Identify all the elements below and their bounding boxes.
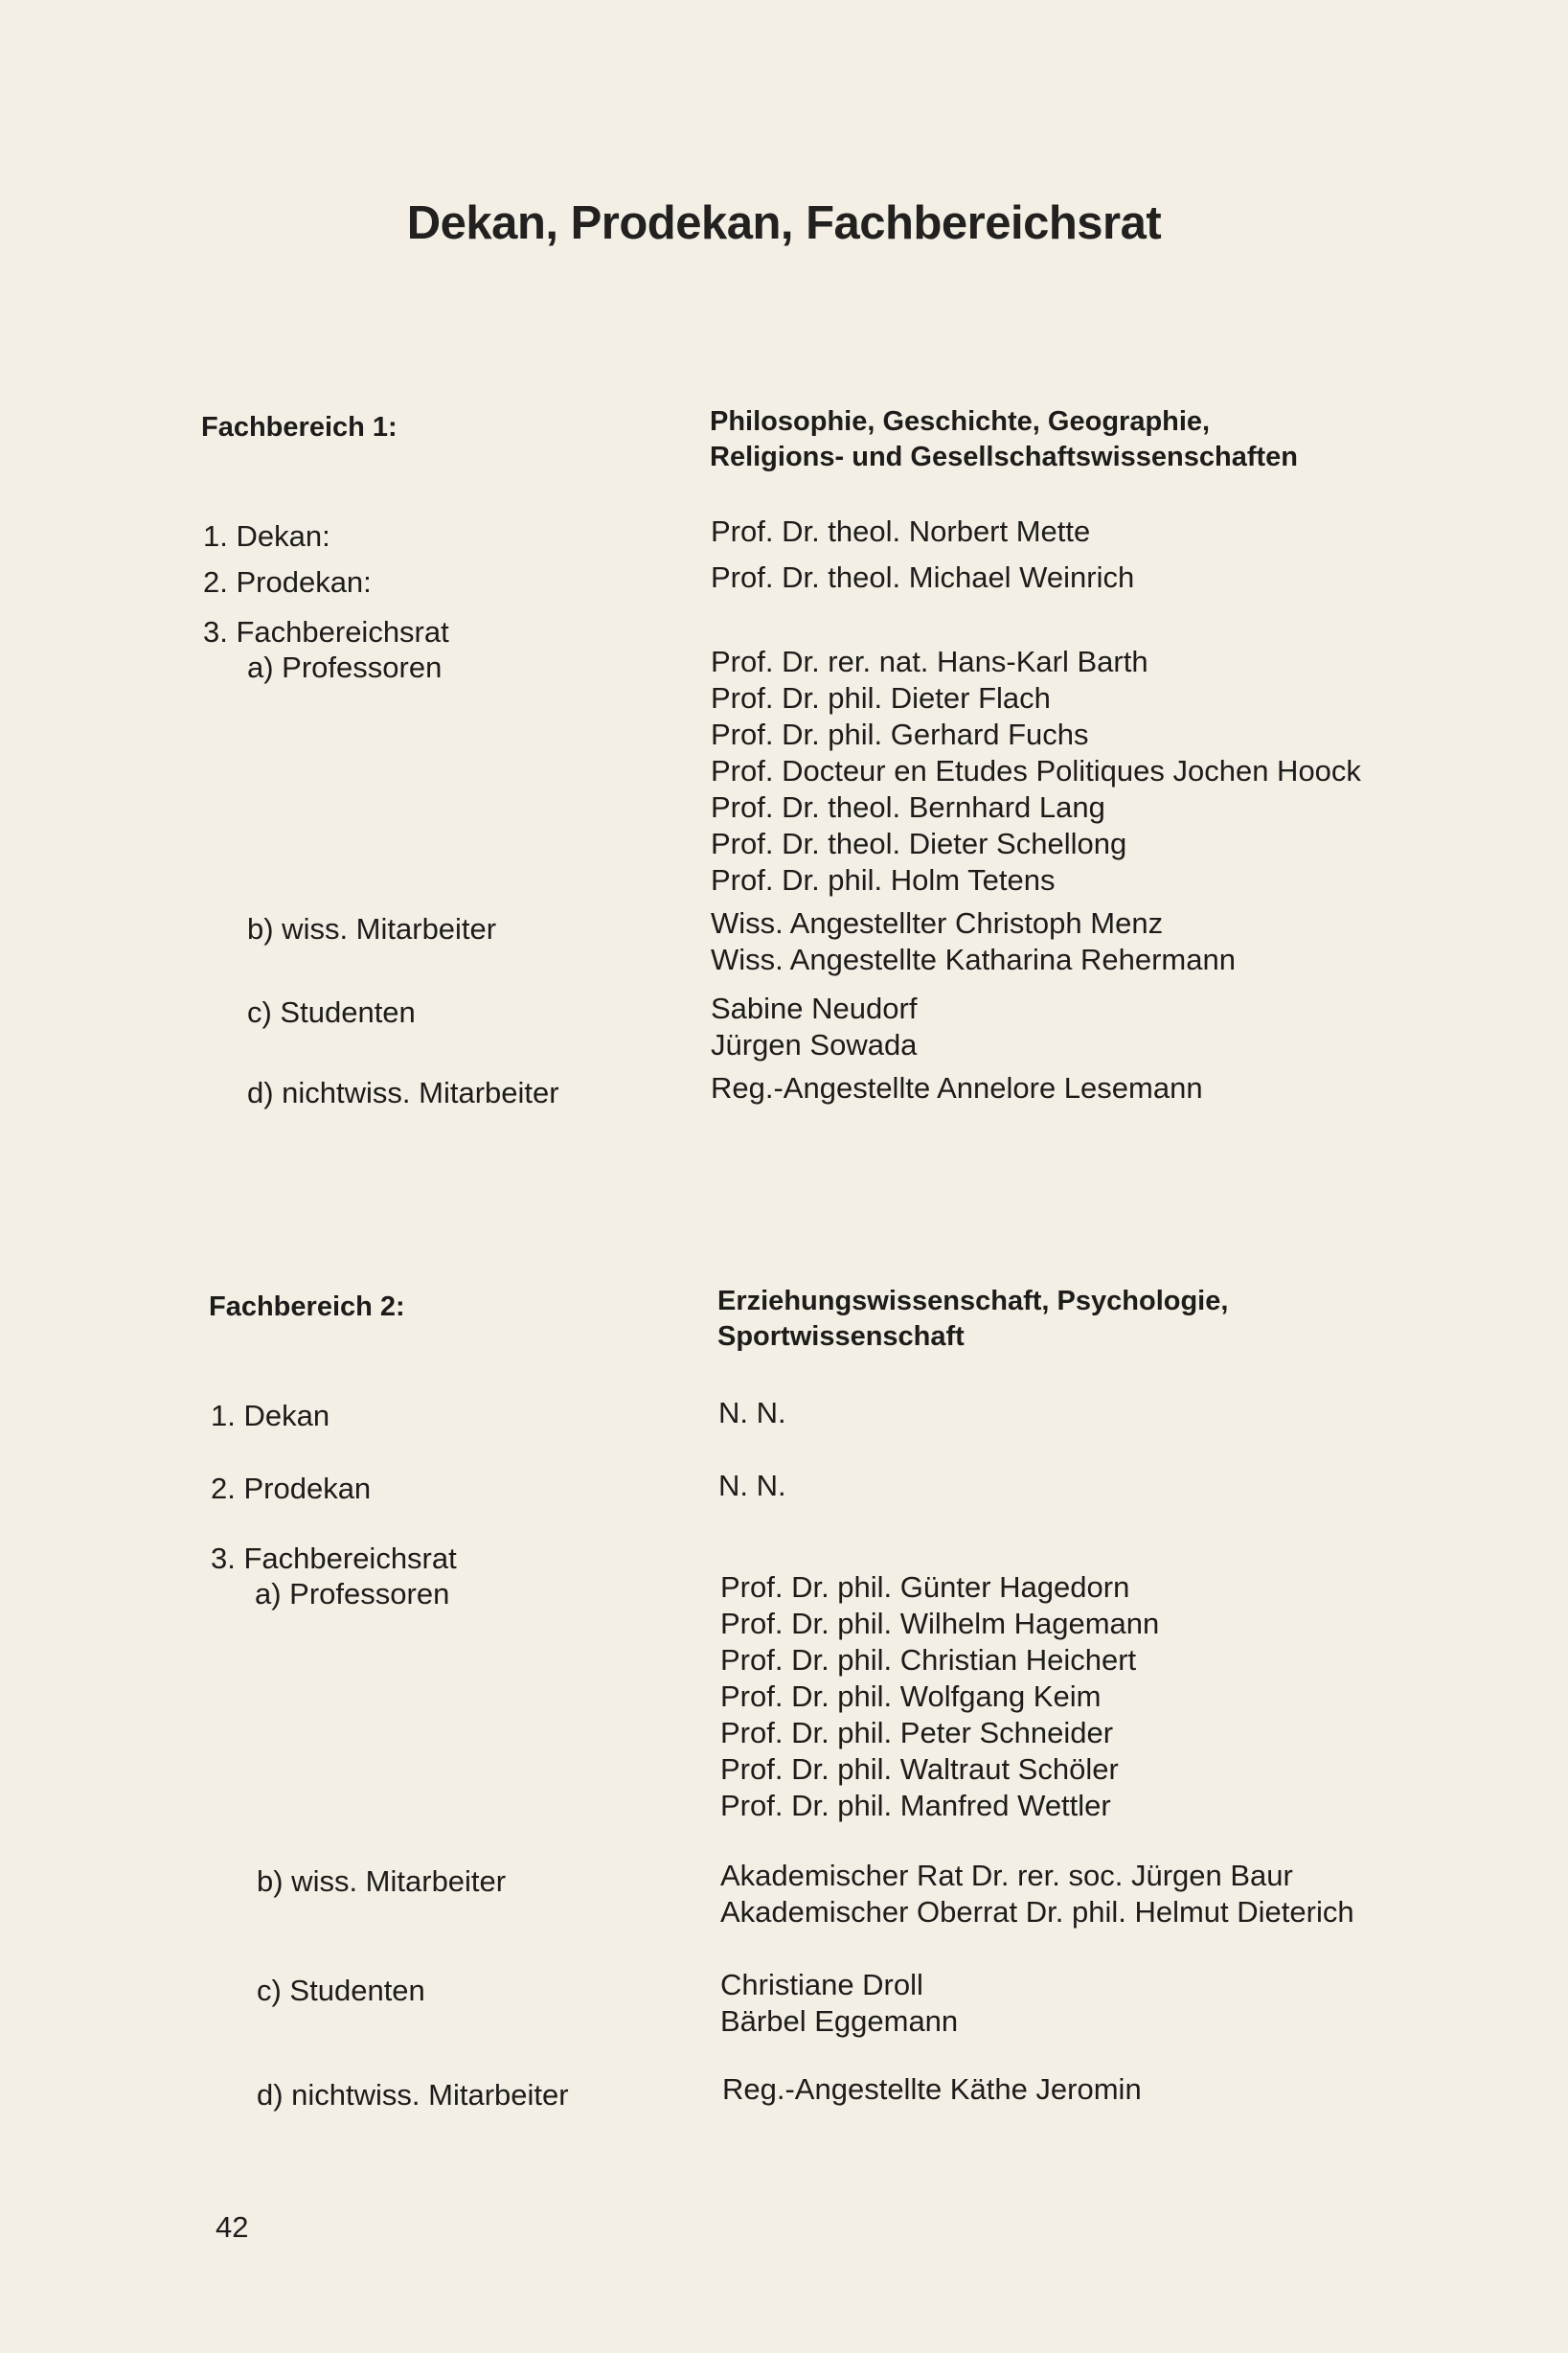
dekan-value: N. N. [718, 1396, 786, 1429]
page-number: 42 [216, 2210, 249, 2244]
list-item: Prof. Dr. phil. Wilhelm Hagemann [720, 1607, 1160, 1640]
list-item: Wiss. Angestellte Katharina Rehermann [711, 943, 1236, 976]
fachbereich-subject [710, 404, 1298, 475]
wiss-mitarbeiter-label: b) wiss. Mitarbeiter [247, 912, 497, 946]
fachbereichsrat-label: 3. Fachbereichsrat [211, 1542, 457, 1575]
studenten-list [711, 991, 917, 1063]
wiss-mitarbeiter-list [720, 1858, 1354, 1930]
studenten-label: c) Studenten [247, 995, 416, 1029]
prodekan-label: 2. Prodekan: [203, 565, 372, 599]
dekan-value: Prof. Dr. theol. Norbert Mette [711, 514, 1091, 548]
list-item: Sabine Neudorf [711, 992, 918, 1025]
fachbereich-subject [717, 1284, 1228, 1355]
list-item: Prof. Docteur en Etudes Politiques Jochen Hoock [711, 754, 1361, 788]
nichtwiss-mitarbeiter-label: d) nichtwiss. Mitarbeiter [257, 2078, 569, 2112]
list-item: Prof. Dr. theol. Dieter Schellong [711, 827, 1127, 860]
page-title: Dekan, Prodekan, Fachbereichsrat [406, 197, 1162, 249]
fachbereich-label: Fachbereich 2: [209, 1291, 405, 1322]
list-item: Prof. Dr. phil. Günter Hagedorn [720, 1570, 1130, 1604]
list-item: Akademischer Oberrat Dr. phil. Helmut Dieterich [720, 1895, 1354, 1929]
studenten-label: c) Studenten [257, 1974, 425, 2007]
list-item: Prof. Dr. rer. nat. Hans-Karl Barth [711, 645, 1148, 678]
nichtwiss-mitarbeiter-list [722, 2071, 1142, 2108]
list-item: Christiane Droll [720, 1968, 923, 2001]
list-item: Prof. Dr. phil. Holm Tetens [711, 863, 1056, 897]
list-item: Reg.-Angestellte Käthe Jeromin [722, 2072, 1142, 2106]
nichtwiss-mitarbeiter-list [711, 1070, 1203, 1107]
dekan-label: 1. Dekan [211, 1399, 330, 1432]
subject-line: Erziehungswissenschaft, Psychologie, [717, 1286, 1229, 1316]
list-item: Prof. Dr. phil. Wolfgang Keim [720, 1679, 1102, 1713]
prodekan-label: 2. Prodekan [211, 1472, 372, 1505]
dekan-label: 1. Dekan: [203, 519, 330, 553]
list-item: Wiss. Angestellter Christoph Menz [711, 906, 1164, 940]
professoren-label: a) Professoren [255, 1577, 450, 1611]
list-item: Prof. Dr. phil. Christian Heichert [720, 1643, 1137, 1677]
list-item: Jürgen Sowada [711, 1028, 918, 1062]
list-item: Prof. Dr. phil. Manfred Wettler [720, 1789, 1111, 1822]
list-item: Akademischer Rat Dr. rer. soc. Jürgen Baur [720, 1859, 1293, 1892]
subject-line: Philosophie, Geschichte, Geographie, [710, 406, 1211, 437]
subject-line: Religions- und Gesellschaftswissenschaften [710, 442, 1298, 472]
list-item: Prof. Dr. theol. Bernhard Lang [711, 790, 1105, 824]
wiss-mitarbeiter-list [711, 905, 1236, 978]
list-item: Prof. Dr. phil. Peter Schneider [720, 1716, 1114, 1749]
list-item: Bärbel Eggemann [720, 2004, 959, 2038]
list-item: Prof. Dr. phil. Gerhard Fuchs [711, 718, 1089, 751]
fachbereichsrat-label: 3. Fachbereichsrat [203, 615, 449, 649]
subject-line: Sportwissenschaft [717, 1321, 965, 1352]
professoren-label: a) Professoren [247, 651, 443, 684]
professoren-list [720, 1569, 1159, 1824]
prodekan-value: Prof. Dr. theol. Michael Weinrich [711, 560, 1135, 594]
professoren-list [711, 644, 1361, 899]
prodekan-value: N. N. [718, 1469, 786, 1502]
list-item: Prof. Dr. phil. Dieter Flach [711, 681, 1051, 715]
nichtwiss-mitarbeiter-label: d) nichtwiss. Mitarbeiter [247, 1076, 559, 1109]
fachbereich-label: Fachbereich 1: [201, 412, 398, 443]
list-item: Reg.-Angestellte Annelore Lesemann [711, 1071, 1203, 1105]
wiss-mitarbeiter-label: b) wiss. Mitarbeiter [257, 1864, 507, 1898]
studenten-list [720, 1967, 958, 2040]
list-item: Prof. Dr. phil. Waltraut Schöler [720, 1752, 1119, 1786]
